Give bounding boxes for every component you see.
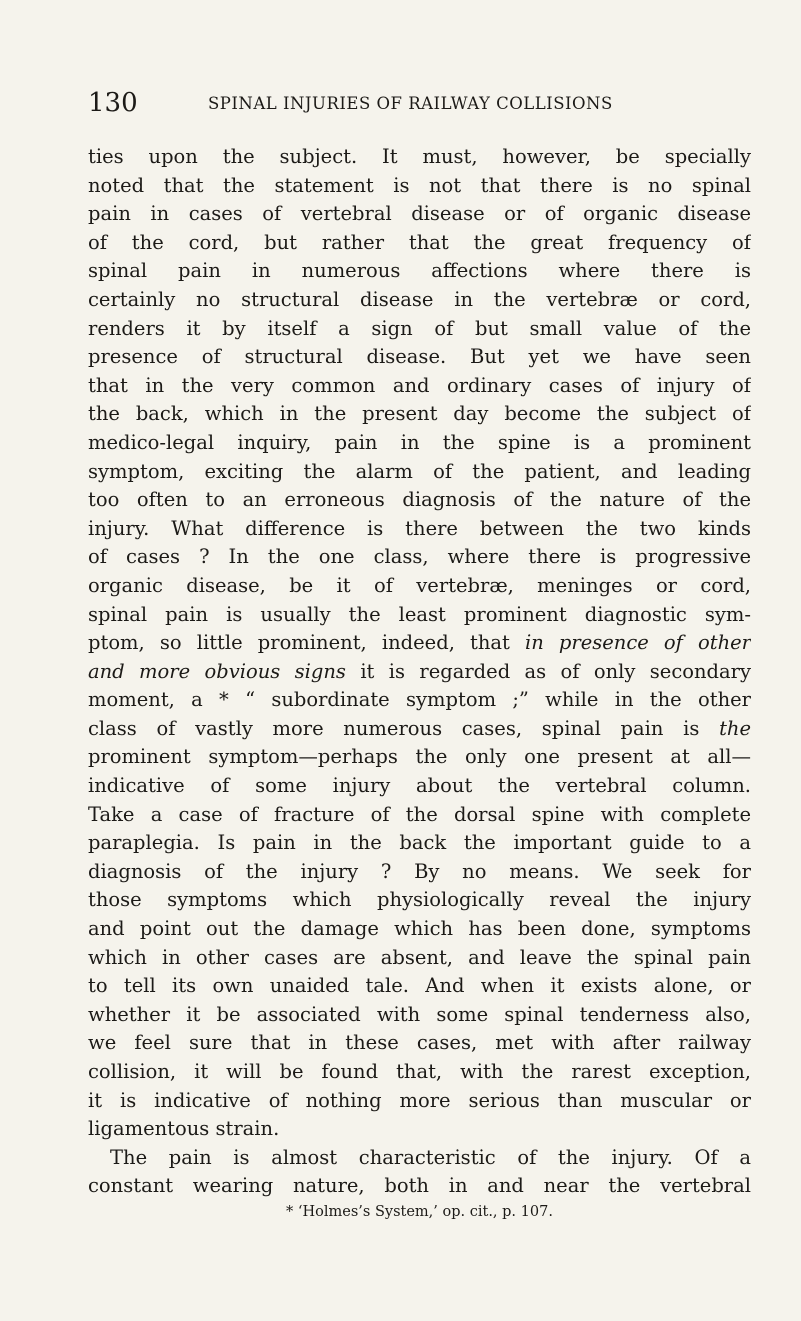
text-line [88, 801, 751, 830]
text-line [88, 1058, 751, 1087]
text-segment: to tell its own unaided tale. And when it exists alone, or [88, 974, 751, 998]
text-line [88, 315, 751, 344]
italic-text: the [719, 716, 751, 740]
text-line [88, 601, 751, 630]
text-line [88, 372, 751, 401]
text-segment: of the cord, but rather that the great frequency of [88, 230, 751, 254]
text-segment: too often to an erroneous diagnosis of the nature of the [88, 488, 751, 512]
text-segment: certainly no structural disease in the vertebræ or cord, [88, 287, 751, 311]
text-segment: Take a case of fracture of the dorsal spine with complete [88, 802, 751, 826]
text-line [88, 229, 751, 258]
text-line [88, 743, 751, 772]
text-segment: ligamentous strain. [88, 1117, 280, 1141]
text-line [88, 572, 751, 601]
text-line [88, 944, 751, 973]
text-segment: and point out the damage which has been done, symptoms [88, 917, 751, 941]
text-line [88, 429, 751, 458]
text-segment: collision, it will be found that, with the rarest exception, [88, 1060, 751, 1083]
text-segment: organic disease, be it of vertebræ, meninges or cord, [88, 573, 751, 597]
text-segment: presence of structural disease. But yet we have seen [88, 345, 751, 369]
text-segment: injury. What difference is there between the two kinds [88, 516, 751, 540]
text-segment: indicative of some injury about the vertebral column. [88, 774, 751, 798]
text-line [88, 715, 751, 744]
text-segment: prominent symptom—perhaps the only one present at all— [88, 745, 751, 769]
body-text [88, 143, 751, 1201]
text-segment: noted that the statement is not that there is no spinal [88, 173, 751, 197]
text-line [88, 858, 751, 887]
text-line [88, 886, 751, 915]
text-line [88, 829, 751, 858]
text-segment: ptom, so little prominent, indeed, that [88, 631, 525, 655]
text-line [88, 1172, 751, 1201]
text-line [88, 1087, 751, 1116]
text-segment: class of vastly more numerous cases, spinal pain is [88, 716, 720, 740]
text-segment: the back, which in the present day become the subject of [88, 402, 751, 426]
page-header [88, 88, 748, 118]
text-line [88, 1144, 751, 1173]
text-line [88, 486, 751, 515]
text-line [88, 200, 751, 229]
text-segment: of cases ? In the one class, where there is progressive [88, 545, 751, 569]
text-line [88, 286, 751, 315]
text-segment: medico-legal inquiry, pain in the spine is a prominent [88, 430, 751, 454]
text-segment: ties upon the subject. It must, however, be specially [88, 145, 751, 168]
text-segment: paraplegia. Is pain in the back the important guide to a [88, 831, 751, 855]
text-segment: whether it be associated with some spinal tenderness also, [88, 1002, 751, 1026]
italic-text: and more obvious signs [88, 659, 346, 683]
text-segment: constant wearing nature, both in and near the vertebral [88, 1174, 751, 1198]
text-segment: that in the very common and ordinary cases of injury of [88, 373, 751, 397]
text-segment: symptom, exciting the alarm of the patient, and leading [88, 459, 751, 483]
text-line [88, 143, 751, 172]
text-line [88, 343, 751, 372]
text-segment: those symptoms which physiologically reveal the injury [88, 888, 751, 912]
text-segment: we feel sure that in these cases, met with after railway [88, 1031, 751, 1055]
text-line [88, 772, 751, 801]
text-segment: spinal pain is usually the least prominent diagnostic sym- [88, 602, 751, 626]
text-line [88, 1029, 751, 1058]
text-segment: renders it by itself a sign of but small value of the [88, 316, 751, 340]
text-line [88, 686, 751, 715]
text-segment: diagnosis of the injury ? By no means. We seek for [88, 859, 751, 883]
text-line [88, 543, 751, 572]
text-line [88, 972, 751, 1001]
text-line [88, 1115, 751, 1144]
text-line [88, 400, 751, 429]
text-line [88, 172, 751, 201]
text-line [88, 658, 751, 687]
page-number: 130 [88, 88, 138, 118]
text-segment: spinal pain in numerous affections where there is [88, 259, 751, 283]
footnote: * ‘Holmes’s System,’ op. cit., p. 107. [286, 1204, 553, 1221]
text-line [88, 1001, 751, 1030]
text-line [88, 458, 751, 487]
text-segment: it is indicative of nothing more serious than muscular or [88, 1088, 751, 1112]
running-head: SPINAL INJURIES OF RAILWAY COLLISIONS [208, 94, 613, 113]
text-segment: moment, a * “ subordinate symptom ;” while in the other [88, 688, 751, 712]
text-segment: it is regarded as of only secondary [345, 659, 751, 683]
text-line [88, 515, 751, 544]
text-segment: which in other cases are absent, and leave the spinal pain [88, 945, 751, 969]
text-segment: The pain is almost characteristic of the injury. Of a [110, 1145, 751, 1169]
text-line [88, 257, 751, 286]
text-line [88, 629, 751, 658]
text-line [88, 915, 751, 944]
italic-text: in presence of other [524, 631, 751, 655]
text-segment: pain in cases of vertebral disease or of organic disease [88, 202, 751, 226]
